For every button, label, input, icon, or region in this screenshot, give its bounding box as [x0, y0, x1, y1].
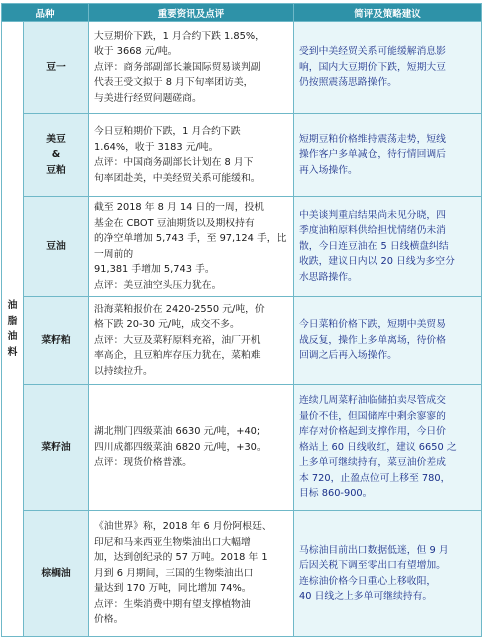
variety-cell: 菜籽油: [24, 385, 89, 511]
news-cell: 沿海菜粕报价在 2420-2550 元/吨，价 格下跌 20-30 元/吨，成交不多。 点评：大豆及菜籽原料充裕，油厂开机 率高企，且豆粕库存压力犹在，菜粕难 以持续拉升。: [89, 297, 294, 385]
group-label: 油 脂 油 料: [2, 22, 24, 637]
strategy-cell: 马棕油目前出口数据低迷，但 9 月 后因关税下调至零出口有望增加。 连棕油价格今日重心上移收阳， 40 日线之上多单可继续持有。: [294, 511, 482, 637]
table-row: [2, 297, 482, 385]
strategy-cell: 今日菜粕价格下跌，短期中美贸易 战反复，操作上多单离场，待价格 回调之后再入场操作。: [294, 297, 482, 385]
strategy-table: [1, 3, 482, 637]
table-header-row: [2, 4, 482, 22]
news-cell: 湖北荆门四级菜油 6630 元/吨，+40; 四川成都四级菜油 6820 元/吨，+30。 点评：现货价格普涨。: [89, 385, 294, 511]
strategy-cell: 受到中美经贸关系可能缓解消息影 响，国内大豆期价下跌，短期大豆 仍按照震荡思路操作。: [294, 22, 482, 114]
strategy-cell: 连续几周菜籽油临储拍卖尽管成交 量价不佳，但国储库中剩余寥寥的 库存对价格起到支撑作用，今日价 格站上 60 日线收红，建议 6650 之 上多单可继续持有，菜豆油价差成 本 720，止盈点位可上移至 780， 目标 860-900。: [294, 385, 482, 511]
strategy-cell: 中美谈判重启结果尚未见分晓，四 季度油粕原料供给担忧情绪仍未消 散，今日连豆油在 5 日线横盘纠结 收跌，建议日内以 20 日线为多空分 水思路操作。: [294, 197, 482, 297]
header-strategy: 简评及策略建议: [294, 4, 482, 22]
table-row: [2, 197, 482, 297]
variety-cell: 美豆 & 豆粕: [24, 114, 89, 197]
variety-cell: 豆一: [24, 22, 89, 114]
news-cell: 《油世界》称，2018 年 6 月份阿根廷、 印尼和马来西亚生物柴油出口大幅增 加，达到创纪录的 57 万吨。2018 年 1 月到 6 月期间，三国的生物柴油出口 量达到 170 万吨，同比增加 74%。 点评：生柴消费中期有望支撑植物油 价格。: [89, 511, 294, 637]
variety-cell: 菜籽粕: [24, 297, 89, 385]
news-cell: 大豆期价下跌，1 月合约下跌 1.85%， 收于 3668 元/吨。 点评：商务部副部长兼国际贸易谈判副 代表王受文拟于 8 月下旬率团访美， 与美进行经贸问题磋商。: [89, 22, 294, 114]
news-cell: 截至 2018 年 8 月 14 日的一周，投机 基金在 CBOT 豆油期货以及期权持有 的净空单增加 5,743 手，至 97,124 手，比一周前的 91,381 手增加 5,743 手。 点评：美豆油空头压力犹在。: [89, 197, 294, 297]
table-row: [2, 385, 482, 511]
table-row: [2, 22, 482, 114]
table-row: [2, 114, 482, 197]
header-variety: 品种: [2, 4, 89, 22]
header-news: 重要资讯及点评: [89, 4, 294, 22]
table-row: [2, 511, 482, 637]
strategy-cell: 短期豆粕价格维持震荡走势，短线 操作客户多单减仓，待行情回调后 再入场操作。: [294, 114, 482, 197]
variety-cell: 豆油: [24, 197, 89, 297]
variety-cell: 棕榈油: [24, 511, 89, 637]
news-cell: 今日豆粕期价下跌，1 月合约下跌 1.64%，收于 3183 元/吨。 点评：中国商务副部长计划在 8 月下 旬率团赴美，中美经贸关系可能缓和。: [89, 114, 294, 197]
